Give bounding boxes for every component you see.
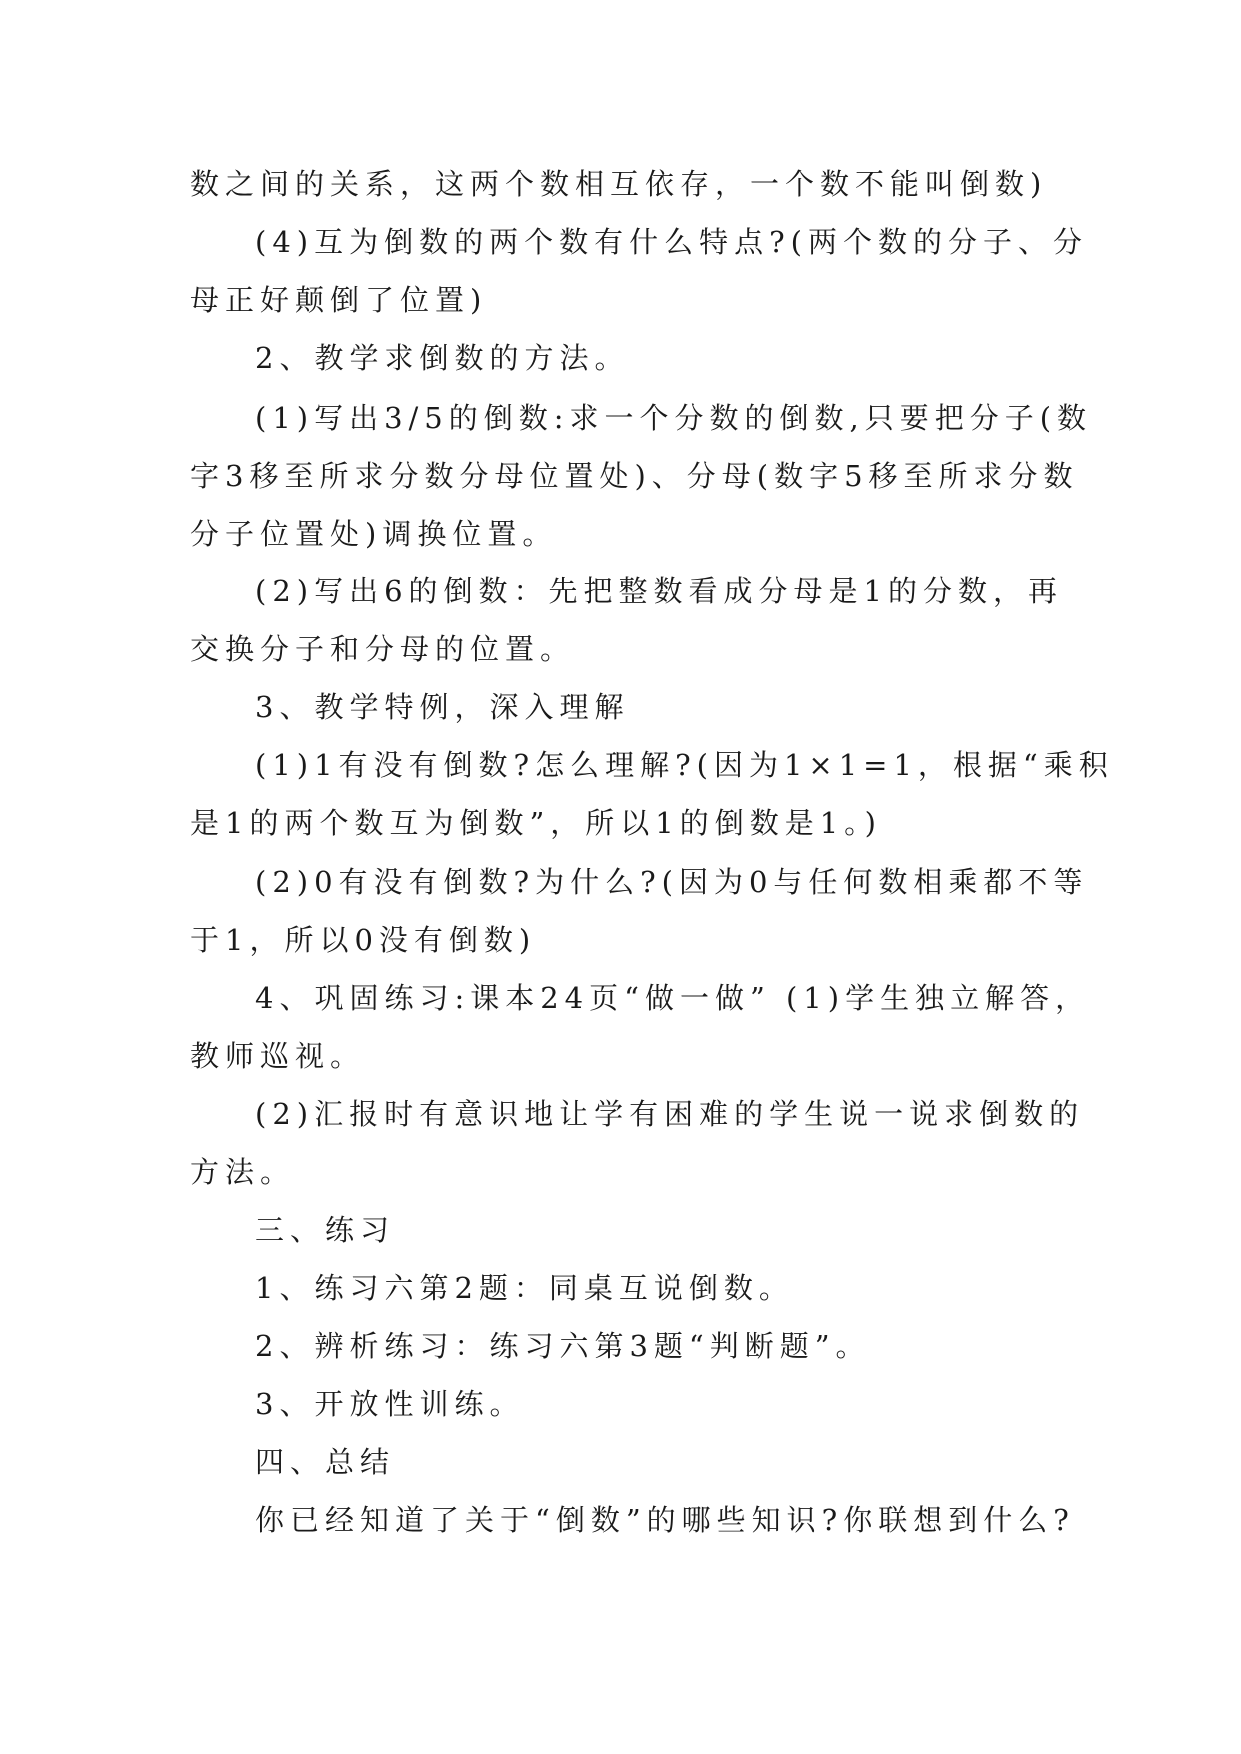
text-line: 是1的两个数互为倒数”，所以1的倒数是1。) bbox=[190, 806, 882, 840]
section-heading: 四、总结 bbox=[255, 1445, 396, 1479]
text-line: (2)0有没有倒数?为什么?(因为0与任何数相乘都不等 bbox=[255, 865, 1089, 899]
text-line: 3、开放性训练。 bbox=[255, 1387, 525, 1421]
text-line: 母正好颠倒了位置) bbox=[190, 283, 488, 317]
text-line: (1)1有没有倒数?怎么理解?(因为1×1=1，根据“乘积 bbox=[255, 748, 1114, 782]
text-line: 分子位置处)调换位置。 bbox=[190, 517, 558, 551]
text-line: (1)写出3/5的倒数:求一个分数的倒数,只要把分子(数 bbox=[255, 401, 1093, 435]
section-heading: 3、教学特例，深入理解 bbox=[255, 690, 630, 724]
text-line: 2、辨析练习：练习六第3题“判断题”。 bbox=[255, 1329, 871, 1363]
text-line: 字3移至所求分数分母位置处)、分母(数字5移至所求分数 bbox=[190, 459, 1079, 493]
text-line: 交换分子和分母的位置。 bbox=[190, 632, 576, 666]
text-line: (2)汇报时有意识地让学有困难的学生说一说求倒数的 bbox=[255, 1097, 1085, 1131]
text-line: 4、巩固练习:课本24页“做一做” (1)学生独立解答， bbox=[255, 981, 1091, 1015]
section-heading: 三、练习 bbox=[255, 1213, 396, 1247]
text-line: 数之间的关系，这两个数相互依存，一个数不能叫倒数) bbox=[190, 167, 1048, 201]
text-line: 于1，所以0没有倒数) bbox=[190, 923, 537, 957]
text-line: 方法。 bbox=[190, 1155, 296, 1189]
text-line: (2)写出6的倒数：先把整数看成分母是1的分数，再 bbox=[255, 574, 1063, 608]
text-line: 1、练习六第2题：同桌互说倒数。 bbox=[255, 1271, 794, 1305]
text-line: 你已经知道了关于“倒数”的哪些知识?你联想到什么? bbox=[255, 1503, 1075, 1537]
text-line: (4)互为倒数的两个数有什么特点?(两个数的分子、分 bbox=[255, 225, 1088, 259]
text-line: 教师巡视。 bbox=[190, 1039, 366, 1073]
section-heading: 2、教学求倒数的方法。 bbox=[255, 341, 630, 375]
